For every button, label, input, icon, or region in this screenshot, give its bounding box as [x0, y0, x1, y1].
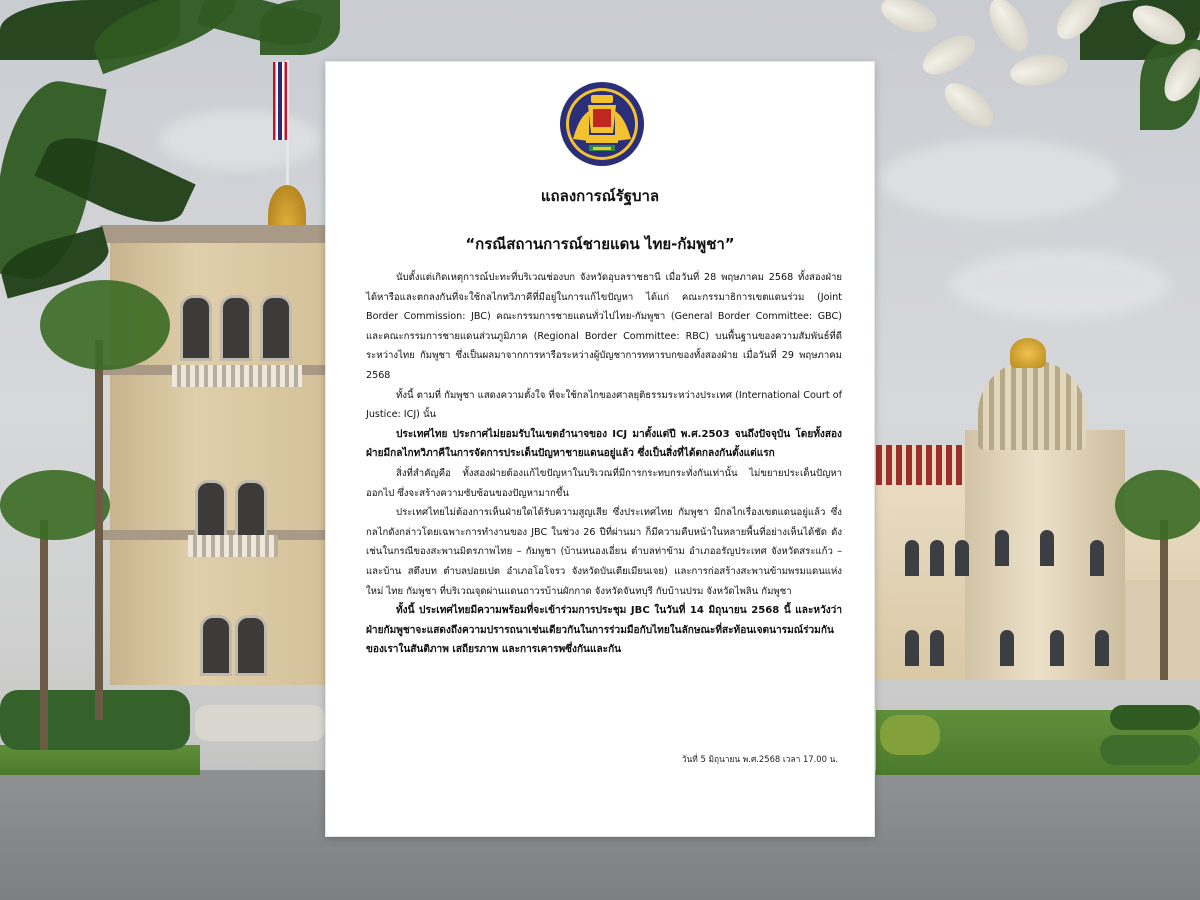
statement-document: [326, 62, 874, 836]
document-body: [366, 268, 842, 660]
paragraph-3: ประเทศไทย ประกาศไม่ยอมรับในเขตอำนาจของ ICJ มาตั้งแต่ปี พ.ศ.2503 จนถึงปัจจุบัน โดยทั้งสองฝ่ายมีกลไกทวิภาคีในการจัดการประเด็นปัญหาชายแดนอยู่แล้ว ซึ่งเป็นสิ่งที่ได้ตกลงกันตั้งแต่แรก: [366, 428, 842, 460]
palace-dome: [978, 360, 1086, 450]
golden-dome-top: [1010, 338, 1046, 368]
government-emblem-icon: [559, 81, 645, 167]
paragraph-1: นับตั้งแต่เกิดเหตุการณ์ปะทะที่บริเวณช่องบก จังหวัดอุบลราชธานี เมื่อวันที่ 28 พฤษภาคม 2568 ทั้งสองฝ่ายได้หารือและตกลงกันที่จะใช้กลไกทวิภาคีที่มีอยู่ในการแก้ไขปัญหา ได้แก่ คณะกรรมาธิการเขตแดนร่วม (Joint Border Commission: JBC) คณะกรรมการชายแดนทั่วไปไทย-กัมพูชา (General Border Committee: GBC) และคณะกรรมการชายแดนส่วนภูมิภาค (Regional Border Committee: RBC) บนพื้นฐานของความสัมพันธ์ที่ดีระหว่างไทย กัมพูชา ซึ่งเป็นผลมาจากการหารือระหว่างผู้บัญชาการทหารบกของทั้งสองฝ่าย เมื่อวันที่ 29 พฤษภาคม 2568: [366, 272, 842, 381]
document-title: แถลงการณ์รัฐบาล: [540, 187, 660, 205]
paragraph-2: ทั้งนี้ ตามที่ กัมพูชา แสดงความตั้งใจ ที่จะใช้กลไกของศาลยุติธรรมระหว่างประเทศ (International Court of Justice: ICJ) นั้น: [366, 389, 842, 421]
date-line: วันที่ 5 มิถุนายน พ.ศ.2568 เวลา 17.00 น.: [681, 754, 838, 764]
thai-flag-icon: [273, 62, 287, 140]
paragraph-6: ทั้งนี้ ประเทศไทยมีความพร้อมที่จะเข้าร่วมการประชุม JBC ในวันที่ 14 มิถุนายน 2568 นี้ และหวังว่าฝ่ายกัมพูชาจะแสดงถึงความปรารถนาเช่นเดียวกันในการร่วมมือกับไทยในลักษณะที่สะท้อนเจตนารมณ์ร่วมกันของเราในสันติภาพ เสถียรภาพ และการเคารพซึ่งกันและกัน: [366, 605, 842, 656]
document-subtitle: “กรณีสถานการณ์ชายแดน ไทย-กัมพูชา”: [465, 235, 735, 253]
paragraph-4: สิ่งที่สำคัญคือ ทั้งสองฝ่ายต้องแก้ไขปัญหาในบริเวณที่มีการกระทบกระทั่งกันเท่านั้น ไม่ขยายประเด็นปัญหาออกไป ซึ่งจะสร้างความซับซ้อนของปัญหามากขึ้น: [366, 467, 842, 499]
red-roof-trim: [876, 445, 976, 485]
paragraph-5: ประเทศไทยไม่ต้องการเห็นฝ่ายใดได้รับความสูญเสีย ซึ่งประเทศไทย กัมพูชา มีกลไกเรื่องเขตแดนอยู่แล้ว ซึ่งกลไกดังกล่าวโดยเฉพาะการทำงานของ JBC ในช่วง 26 ปีที่ผ่านมา ก็มีความคืบหน้าในหลายพื้นที่อย่างเห็นได้ชัด ดังเช่นในกรณีของสะพานมิตรภาพไทย – กัมพูชา (บ้านหนองเอี่ยน ตำบลท่าข้าม อำเภออรัญประเทศ จังหวัดสระแก้ว –และบ้าน สตึงบท ตำบลปอยเปต อำเภอโอโจรว จังหวัดบันเตียเมียนเจย) และการก่อสร้างสะพานข้ามพรมแดนแห่งใหม่ ไทย กัมพูชา ที่บริเวณจุดผ่านแดนถาวรบ้านผักกาด จังหวัดจันทบุรี กับบ้านปรม จังหวัดไพลิน กัมพูชา: [366, 507, 842, 597]
